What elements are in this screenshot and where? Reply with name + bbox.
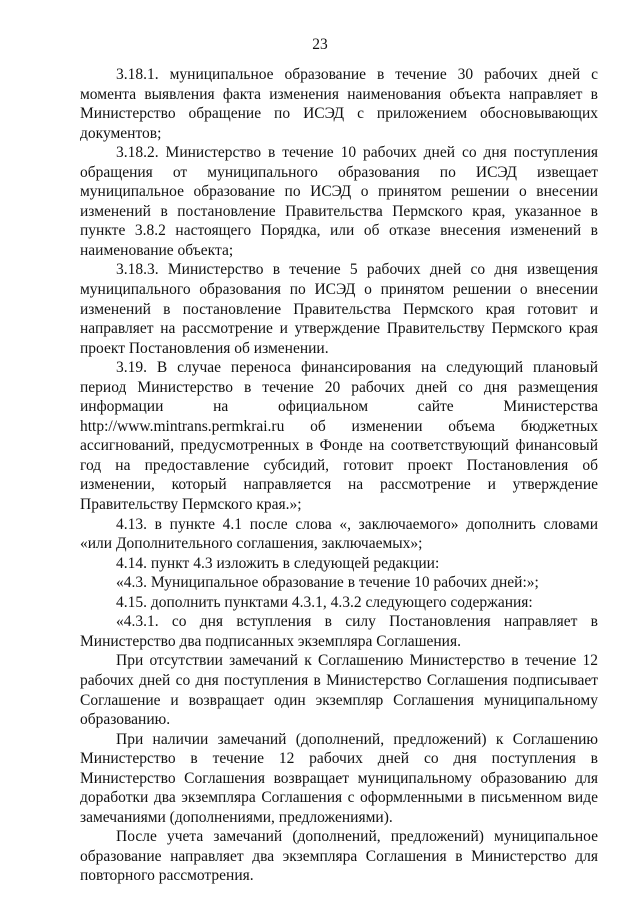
paragraph-4-14: 4.14. пункт 4.3 изложить в следующей редакции: [116,554,440,572]
paragraph-3-19: 3.19. В случае переноса финансирования на следующий плановый период Министерство в течение 20 рабочих дней со дня размещения информации на официальном сайте Министерства http://www.mintrans.permkrai.ru об изменении объема бюджетных ассигнований, предусмотренных в Фонде на соответствующий финансовый год на предоставление субсидий, готовит проект Постановления об изменении, который направляется на рассмотрение и утверждение Правительству Пермского края.»; [80,359,598,514]
paragraph-3-18-2: 3.18.2. Министерство в течение 10 рабочих дней со дня поступления обращения от муниципального образования по ИСЭД извещает муниципальное образование по ИСЭД о принятом решении о внесении изменений в постановление Правительства Пермского края, указанное в пункте 3.8.2 настоящего Порядка, или об отказе внесения изменений в наименование объекта; [80,144,598,259]
paragraph-3-18-3: 3.18.3. Министерство в течение 5 рабочих дней со дня извещения муниципального образования по ИСЭД о принятом решении о внесении изменений в постановление Правительства Пермского края готовит и направляет на рассмотрение и утверждение Правительству Пермского края проект Постановления об изменении. [80,261,598,357]
page-number: 23 [312,36,328,53]
paragraph-no-remarks: При отсутствии замечаний к Соглашению Министерство в течение 12 рабочих дней со дня поступления в Министерство Соглашения подписывает Соглашение и возвращает один экземпляр Соглашения муниципальному образованию. [80,652,598,729]
document-body [80,65,598,886]
paragraph-after-remarks: После учета замечаний (дополнений, предложений) муниципальное образование направляет два экземпляра Соглашения в Министерство для повторного рассмотрения. [80,828,598,885]
paragraph-4-15: 4.15. дополнить пунктами 4.3.1, 4.3.2 следующего содержания: [116,593,533,611]
paragraph-with-remarks: При наличии замечаний (дополнений, предложений) к Соглашению Министерство в течение 12 рабочих дней со дня поступления в Министерство Соглашения возвращает муниципальному образованию для доработки два экземпляра Соглашения с оформленными в письменном виде замечаниями (дополнениями, предложениями). [80,730,598,826]
paragraph-4-3-1: «4.3.1. со дня вступления в силу Постановления направляет в Министерство два подписанных экземпляра Соглашения. [80,613,598,650]
paragraph-4-3-quote: «4.3. Муниципальное образование в течение 10 рабочих дней:»; [116,574,539,592]
paragraph-4-13: 4.13. в пункте 4.1 после слова «, заключаемого» дополнить словами «или Дополнительного соглашения, заключаемых»; [80,515,598,553]
paragraph-3-18-1: 3.18.1. муниципальное образование в течение 30 рабочих дней с момента выявления факта изменения наименования объекта направляет в Министерство обращение по ИСЭД с приложением обосновывающих документов; [80,66,598,142]
